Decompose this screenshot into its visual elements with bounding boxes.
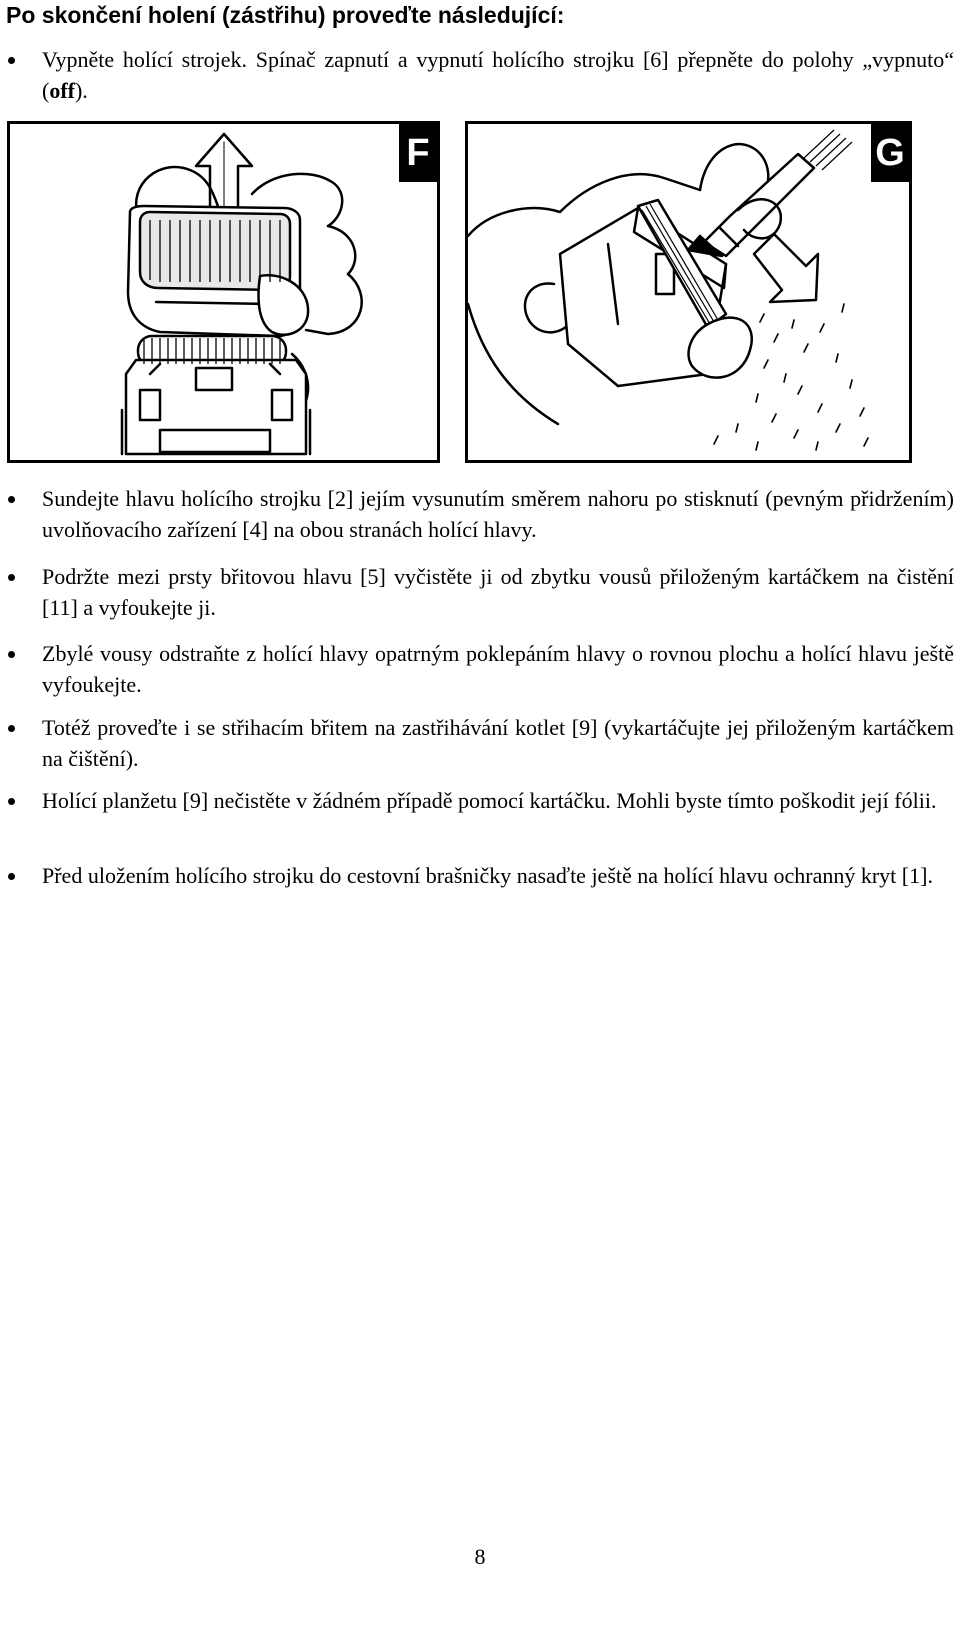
- list-item-text: Holící planžetu [9] nečistěte v žádném případě pomocí kartáčku. Mohli byste tímto poškodit její fólii.: [42, 788, 937, 813]
- figure-f: [7, 121, 440, 463]
- intro-text-bold: off: [49, 78, 75, 103]
- bullet-icon: [8, 725, 15, 732]
- list-item: [0, 561, 960, 623]
- intro-text-end: ).: [74, 78, 88, 103]
- list-item: [0, 638, 960, 700]
- bullet-icon: [8, 651, 15, 658]
- figure-g: [465, 121, 912, 463]
- list-item-text: Sundejte hlavu holícího strojku [2] jejím vysunutím směrem nahoru po stisknutí (pevným přidržením) uvolňovacího zařízení [4] na obou stranách holící hlavy.: [42, 486, 954, 542]
- bullet-icon: [8, 57, 15, 64]
- bullet-icon: [8, 574, 15, 581]
- list-item-text: Totéž proveďte i se střihacím břitem na zastřihávání kotlet [9] (vykartáčujte jej přiloženým kartáčkem na čištění).: [42, 715, 954, 771]
- section-heading: Po skončení holení (zástřihu) proveďte následující:: [6, 2, 565, 28]
- list-item: [0, 483, 960, 545]
- bullet-icon: [8, 798, 15, 805]
- intro-text-start: Vypněte holící strojek. Spínač zapnutí a vypnutí holícího strojku [6] přepněte do polohy „vypnuto“ (: [42, 47, 954, 103]
- list-item-text: Před uložením holícího strojku do cestovní brašničky nasaďte ještě na holící hlavu ochranný kryt [1].: [42, 863, 933, 888]
- brush-cleaning-icon: [468, 124, 909, 460]
- list-item: [0, 785, 960, 847]
- list-item-text: Zbylé vousy odstraňte z holící hlavy opatrným poklepáním hlavy o rovnou plochu a holící hlavu ještě vyfoukejte.: [42, 641, 954, 697]
- list-item: [0, 712, 960, 774]
- figure-label-g: G: [871, 124, 909, 182]
- list-item-text: [42, 44, 954, 106]
- page-number: 8: [474, 1544, 486, 1569]
- list-item-text: Podržte mezi prsty břitovou hlavu [5] vyčistěte ji od zbytku vousů přiloženým kartáčkem na čistění [11] a vyfoukejte ji.: [42, 564, 954, 620]
- list-item: [0, 44, 960, 106]
- figure-label-f: F: [399, 124, 437, 182]
- bullet-icon: [8, 496, 15, 503]
- bullet-icon: [8, 873, 15, 880]
- shaver-head-removal-icon: [10, 124, 437, 460]
- list-item: [0, 860, 960, 922]
